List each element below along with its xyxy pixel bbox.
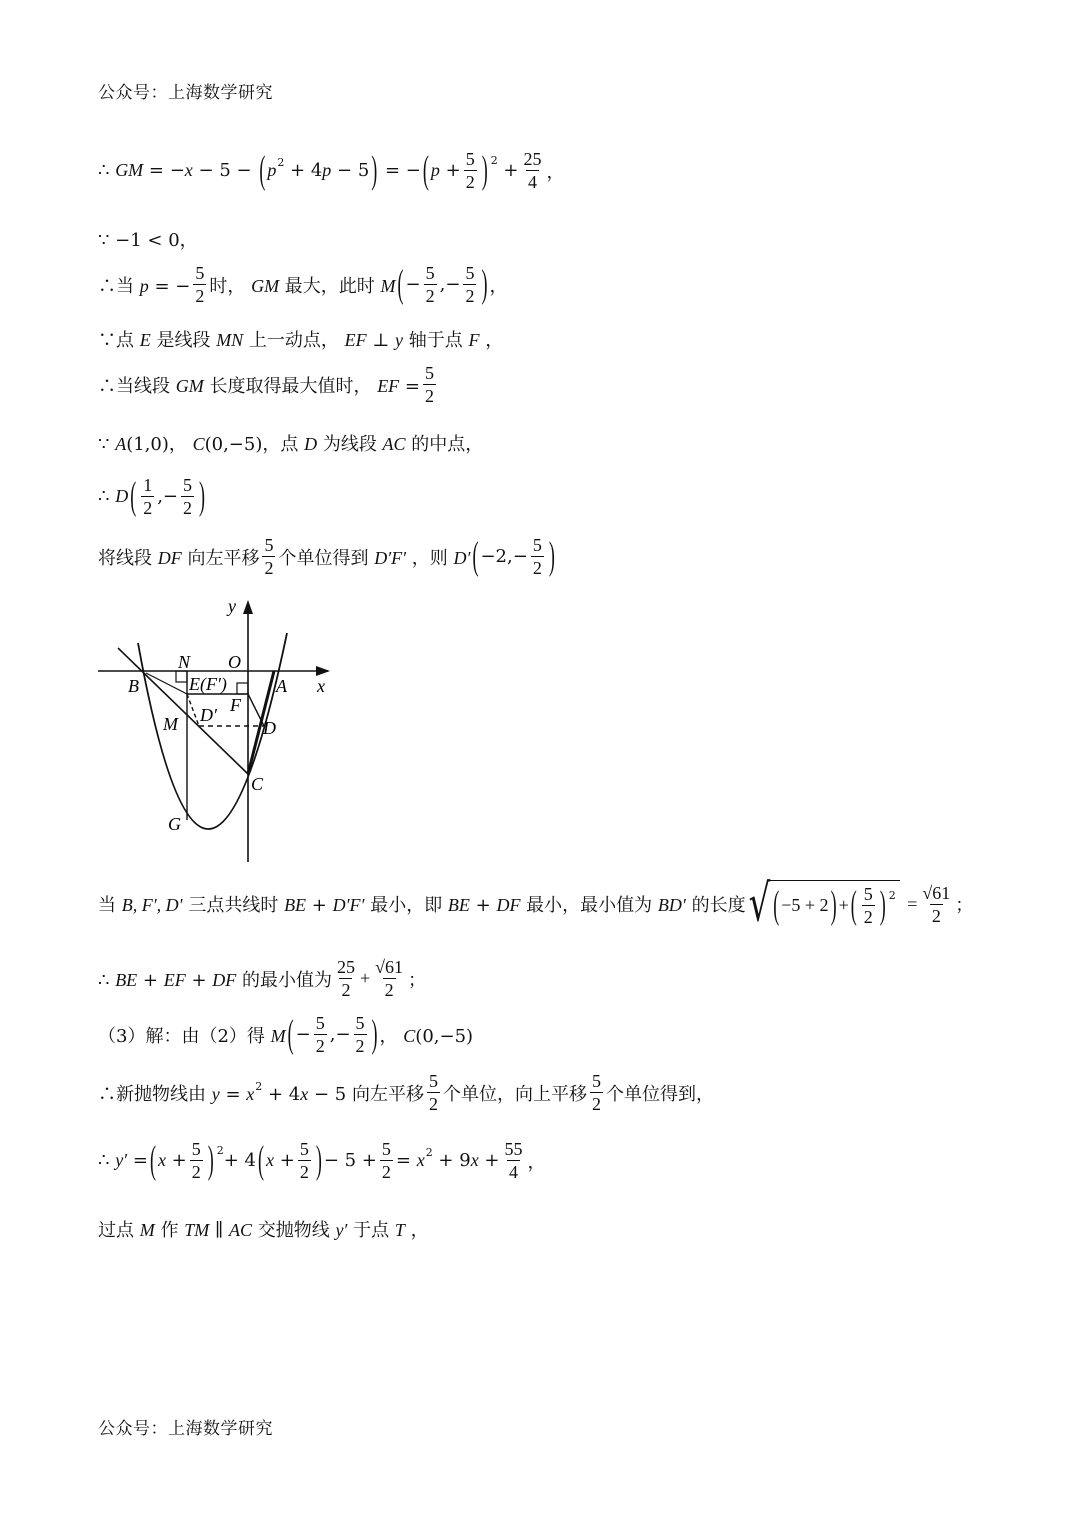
text-line: 过点 M 作 TM ∥ AC 交抛物线 y′ 于点 T ，: [98, 1220, 429, 1241]
page-footer: 公众号：上海数学研究: [98, 1419, 273, 1439]
right-angle-n-icon: [176, 671, 187, 682]
text-line: ∴新抛物线由 $y = x^2 + 4x - 5$ 向左平移 $\frac{5}{2}$ 个单位，向上平移 $\frac{5}{2}$ 个单位得到，: [98, 1071, 714, 1114]
text-line: 将线段 DF 向左平移 $\frac{5}{2}$ 个单位得到 D′F′ ，则 D′ ( −2,− $\frac{5}{2}$ ): [98, 533, 555, 578]
text-line: ∵ A(1,0)， C(0,−5)，点 D 为线段 AC 的中点，: [98, 434, 484, 455]
text-line: ∵点 E 是线段 MN 上一动点， EF ⊥ y 轴于点 F ，: [98, 330, 504, 351]
segment-be: [146, 673, 187, 694]
fraction: $\frac{5}{2}$: [465, 149, 475, 192]
label-g: G: [168, 814, 181, 834]
label-x: x: [317, 676, 325, 696]
label-o: O: [228, 652, 241, 672]
text-line: ∴ D ( $\frac{1}{2}$ ,− $\frac{5}{2}$ ): [98, 473, 205, 518]
y-arrow-icon: [243, 600, 253, 614]
text-line: ∴当 p = − $\frac{5}{2}$ 时， GM 最大，此时 M ( − $\frac{5}{2}$ ,− $\frac{5}{2}$ ) ，: [98, 261, 508, 306]
text-line: ∴当线段 GM 长度取得最大值时， EF = $\frac{5}{2}$: [98, 363, 434, 406]
label-m: M: [163, 714, 178, 734]
gm-expression: ∴ GM = −x − 5 − ( $p^2 + 4p - 5$ ) = −: [98, 147, 421, 192]
text-line: ∴ y′ = ( x + $\frac{5}{2}$ ) 2 + 4 ( x + $\frac{5}{2}$ ) − 5 + $\frac{5}{2}$ = $x^2 + 9x$ + $\frac{55}{4}$ ，: [98, 1137, 546, 1182]
parabola-figure: [95, 592, 345, 867]
page-header: 公众号：上海数学研究: [98, 83, 273, 103]
label-e: E(F′): [189, 674, 227, 694]
x-arrow-icon: [316, 666, 330, 676]
label-b: B: [128, 676, 139, 696]
sqrt-expression: √ ( −5 + 2 ) + ( $\frac{5}{2}$ ) 2: [749, 880, 900, 928]
text-line: ∴ BE + EF + DF 的最小值为 $\frac{25}{2}$ + $\frac{√61}{2}$ ；: [98, 957, 427, 1000]
equation-gm: ∴ GM = −x − 5 − ( $p^2 + 4p - 5$ ) = − ( p + $\frac{5}{2}$ ) 2 + $\frac{25}{4}$ ，: [98, 147, 565, 192]
text-line: ∵ −1 < 0，: [98, 230, 198, 251]
text-line: 当 B, F′, D′ 三点共线时 BE + D′F′ 最小，即 BE + DF 最小，最小值为 BD′ 的长度 √ ( −5 + 2 ) + ( $\frac{5}{2}$ ) 2 = $\frac{√61}{2}$ ；: [98, 874, 974, 934]
label-dprime: D′: [200, 705, 217, 725]
label-c: C: [251, 774, 264, 794]
label-f: F: [230, 695, 241, 715]
right-angle-f-icon: [237, 683, 248, 694]
label-n: N: [178, 652, 191, 672]
label-a: A: [276, 676, 287, 696]
label-d: D: [263, 718, 276, 738]
text-line: （3）解：由（2）得 M ( − $\frac{5}{2}$ ,− $\frac{5}{2}$ ) ， C(0,−5): [98, 1011, 474, 1056]
label-y: y: [228, 596, 236, 616]
fraction: $\frac{25}{4}$: [523, 149, 542, 192]
